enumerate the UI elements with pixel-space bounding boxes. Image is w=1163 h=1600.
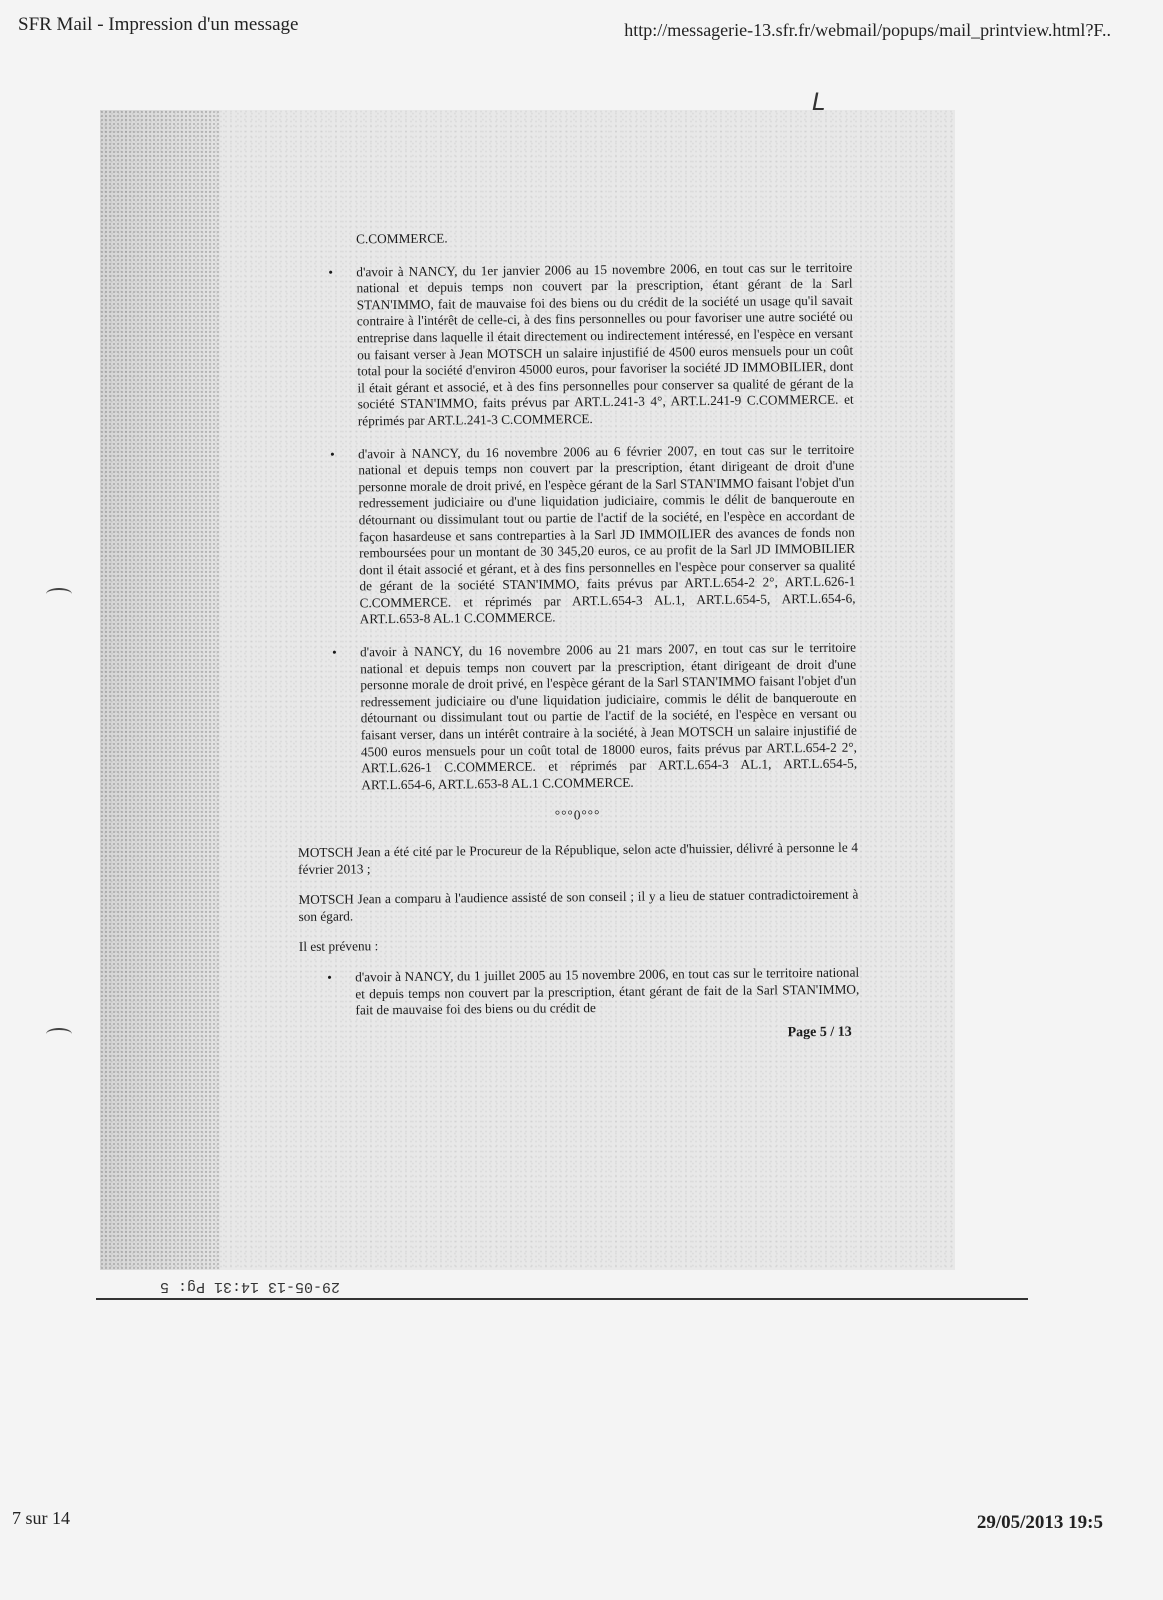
charge-text: d'avoir à NANCY, du 1 juillet 2005 au 15 novembre 2006, en tout cas sur le territoire national et depuis temps non couvert par la prescription, étant gérant de fait de la Sarl STAN'IMMO, fait de mauvaise foi des biens ou du crédit de xyxy=(355,964,860,1018)
hole-punch-mark xyxy=(46,1028,72,1040)
bullet-icon: • xyxy=(331,644,337,660)
bullet-icon: • xyxy=(327,969,332,985)
fax-stamp: 29-05-13 14:31 Pg: 5 xyxy=(160,1278,341,1295)
section-heading: C.COMMERCE. xyxy=(355,230,448,247)
print-datetime: 29/05/2013 19:5 xyxy=(976,1512,1103,1533)
fax-divider xyxy=(96,1298,1028,1300)
charge-text: d'avoir à NANCY, du 1er janvier 2006 au 15 novembre 2006, en tout cas sur le territoire national et depuis temps non couvert par la prescription, étant gérant de la Sarl STAN'IMMO, fait de mauvaise foi des biens ou du crédit de la société un usage qu'il savait contraire à l'intérêt de celle-ci, à des fins personnelles ou pour favoriser une autre société ou entreprise dans laquelle il était directement ou indirectement intéressé, en l'espèce en versant ou faisant verser à Jean MOTSCH un salaire injustifié de 4500 euros mensuels pour un coût total pour la société d'environ 45000 euros, pour favoriser la société JD IMMOBILIER, dont il était gérant et associé, et à des fins personnelles pour conserver sa qualité de gérant de la société STAN'IMMO, faits prévus par ART.L.241-3 4°, ART.L.241-9 C.COMMERCE. et réprimés par ART.L.241-3 C.COMMERCE. xyxy=(356,259,854,429)
fax-shade xyxy=(100,110,220,1270)
hole-punch-mark xyxy=(46,588,72,600)
charge-item xyxy=(296,640,857,795)
bullet-icon: • xyxy=(330,446,335,462)
charge-text: d'avoir à NANCY, du 16 novembre 2006 au 21 mars 2007, en tout cas sur le territoire national et depuis temps non couvert par la prescription, étant dirigeant de droit d'une personne morale de droit privé, en l'espèce gérant de la Sarl STAN'IMMO faisant l'objet d'un redressement judiciaire ou d'une liquidation judiciaire, commis le délit de banqueroute en détournant ou dissimulant tout ou partie de l'actif de la société, en l'espèce en versant ou faisant verser, dans un intérêt contraire à la société, à Jean MOTSCH un salaire injustifié de 4500 euros mensuels pour un coût total de 18000 euros, faits prévus par ART.L.654-2 2°, ART.L.626-1 C.COMMERCE. et réprimés par ART.L.654-3 AL.1, ART.L.654-5, ART.L.654-6, ART.L.653-8 AL.1 C.COMMERCE. xyxy=(359,639,858,793)
print-title: SFR Mail - Impression d'un message xyxy=(18,14,299,35)
page-number: Page 5 / 13 xyxy=(787,1024,852,1041)
page-counter: 7 sur 14 xyxy=(12,1508,70,1528)
handwritten-mark: L xyxy=(812,88,826,116)
charge-item xyxy=(292,259,854,430)
citation-paragraph: MOTSCH Jean a été cité par le Procureur de la République, selon acte d'huissier, délivré à personne le 4 février 2013 ; xyxy=(297,839,859,877)
appearance-paragraph: MOTSCH Jean a comparu à l'audience assisté de son conseil ; il y a lieu de statuer contradictoirement à son égard. xyxy=(298,886,859,924)
prevenu-label: Il est prévenu : xyxy=(298,938,379,955)
charge-text: d'avoir à NANCY, du 16 novembre 2006 au 6 février 2007, en tout cas sur le territoire national et depuis temps non couvert par la prescription, étant dirigeant de droit d'une personne morale de droit privé, en l'espèce gérant de la Sarl STAN'IMMO faisant l'objet d'un redressement judiciaire ou d'une liquidation judiciaire, commis le délit de banqueroute en détournant ou dissimulant tout ou partie de l'actif de la société, en l'espèce en accordant de façon hasardeuse et sans contreparties à la Sarl JD IMMOILIER des avances de fonds non remboursées pour un montant de 30 345,20 euros, ce au profit de la Sarl JD IMMOBILIER dont il était associé et gérant, et à des fins personnelles en l'espèce pour conserver sa qualité de gérant de la société STAN'IMMO, faits prévus par ART.L.654-2 2°, ART.L.626-1 C.COMMERCE. et réprimés par ART.L.654-3 AL.1, ART.L.654-5, ART.L.654-6, ART.L.653-8 AL.1 C.COMMERCE. xyxy=(358,441,856,627)
document-body xyxy=(292,227,860,1047)
charge-item xyxy=(294,441,856,629)
charge-item xyxy=(299,965,859,1020)
print-url: http://messagerie-13.sfr.fr/webmail/popups/mail_printview.html?F.. xyxy=(624,20,1111,40)
bullet-icon: • xyxy=(328,264,334,280)
separator: °°°0°°° xyxy=(554,807,601,823)
